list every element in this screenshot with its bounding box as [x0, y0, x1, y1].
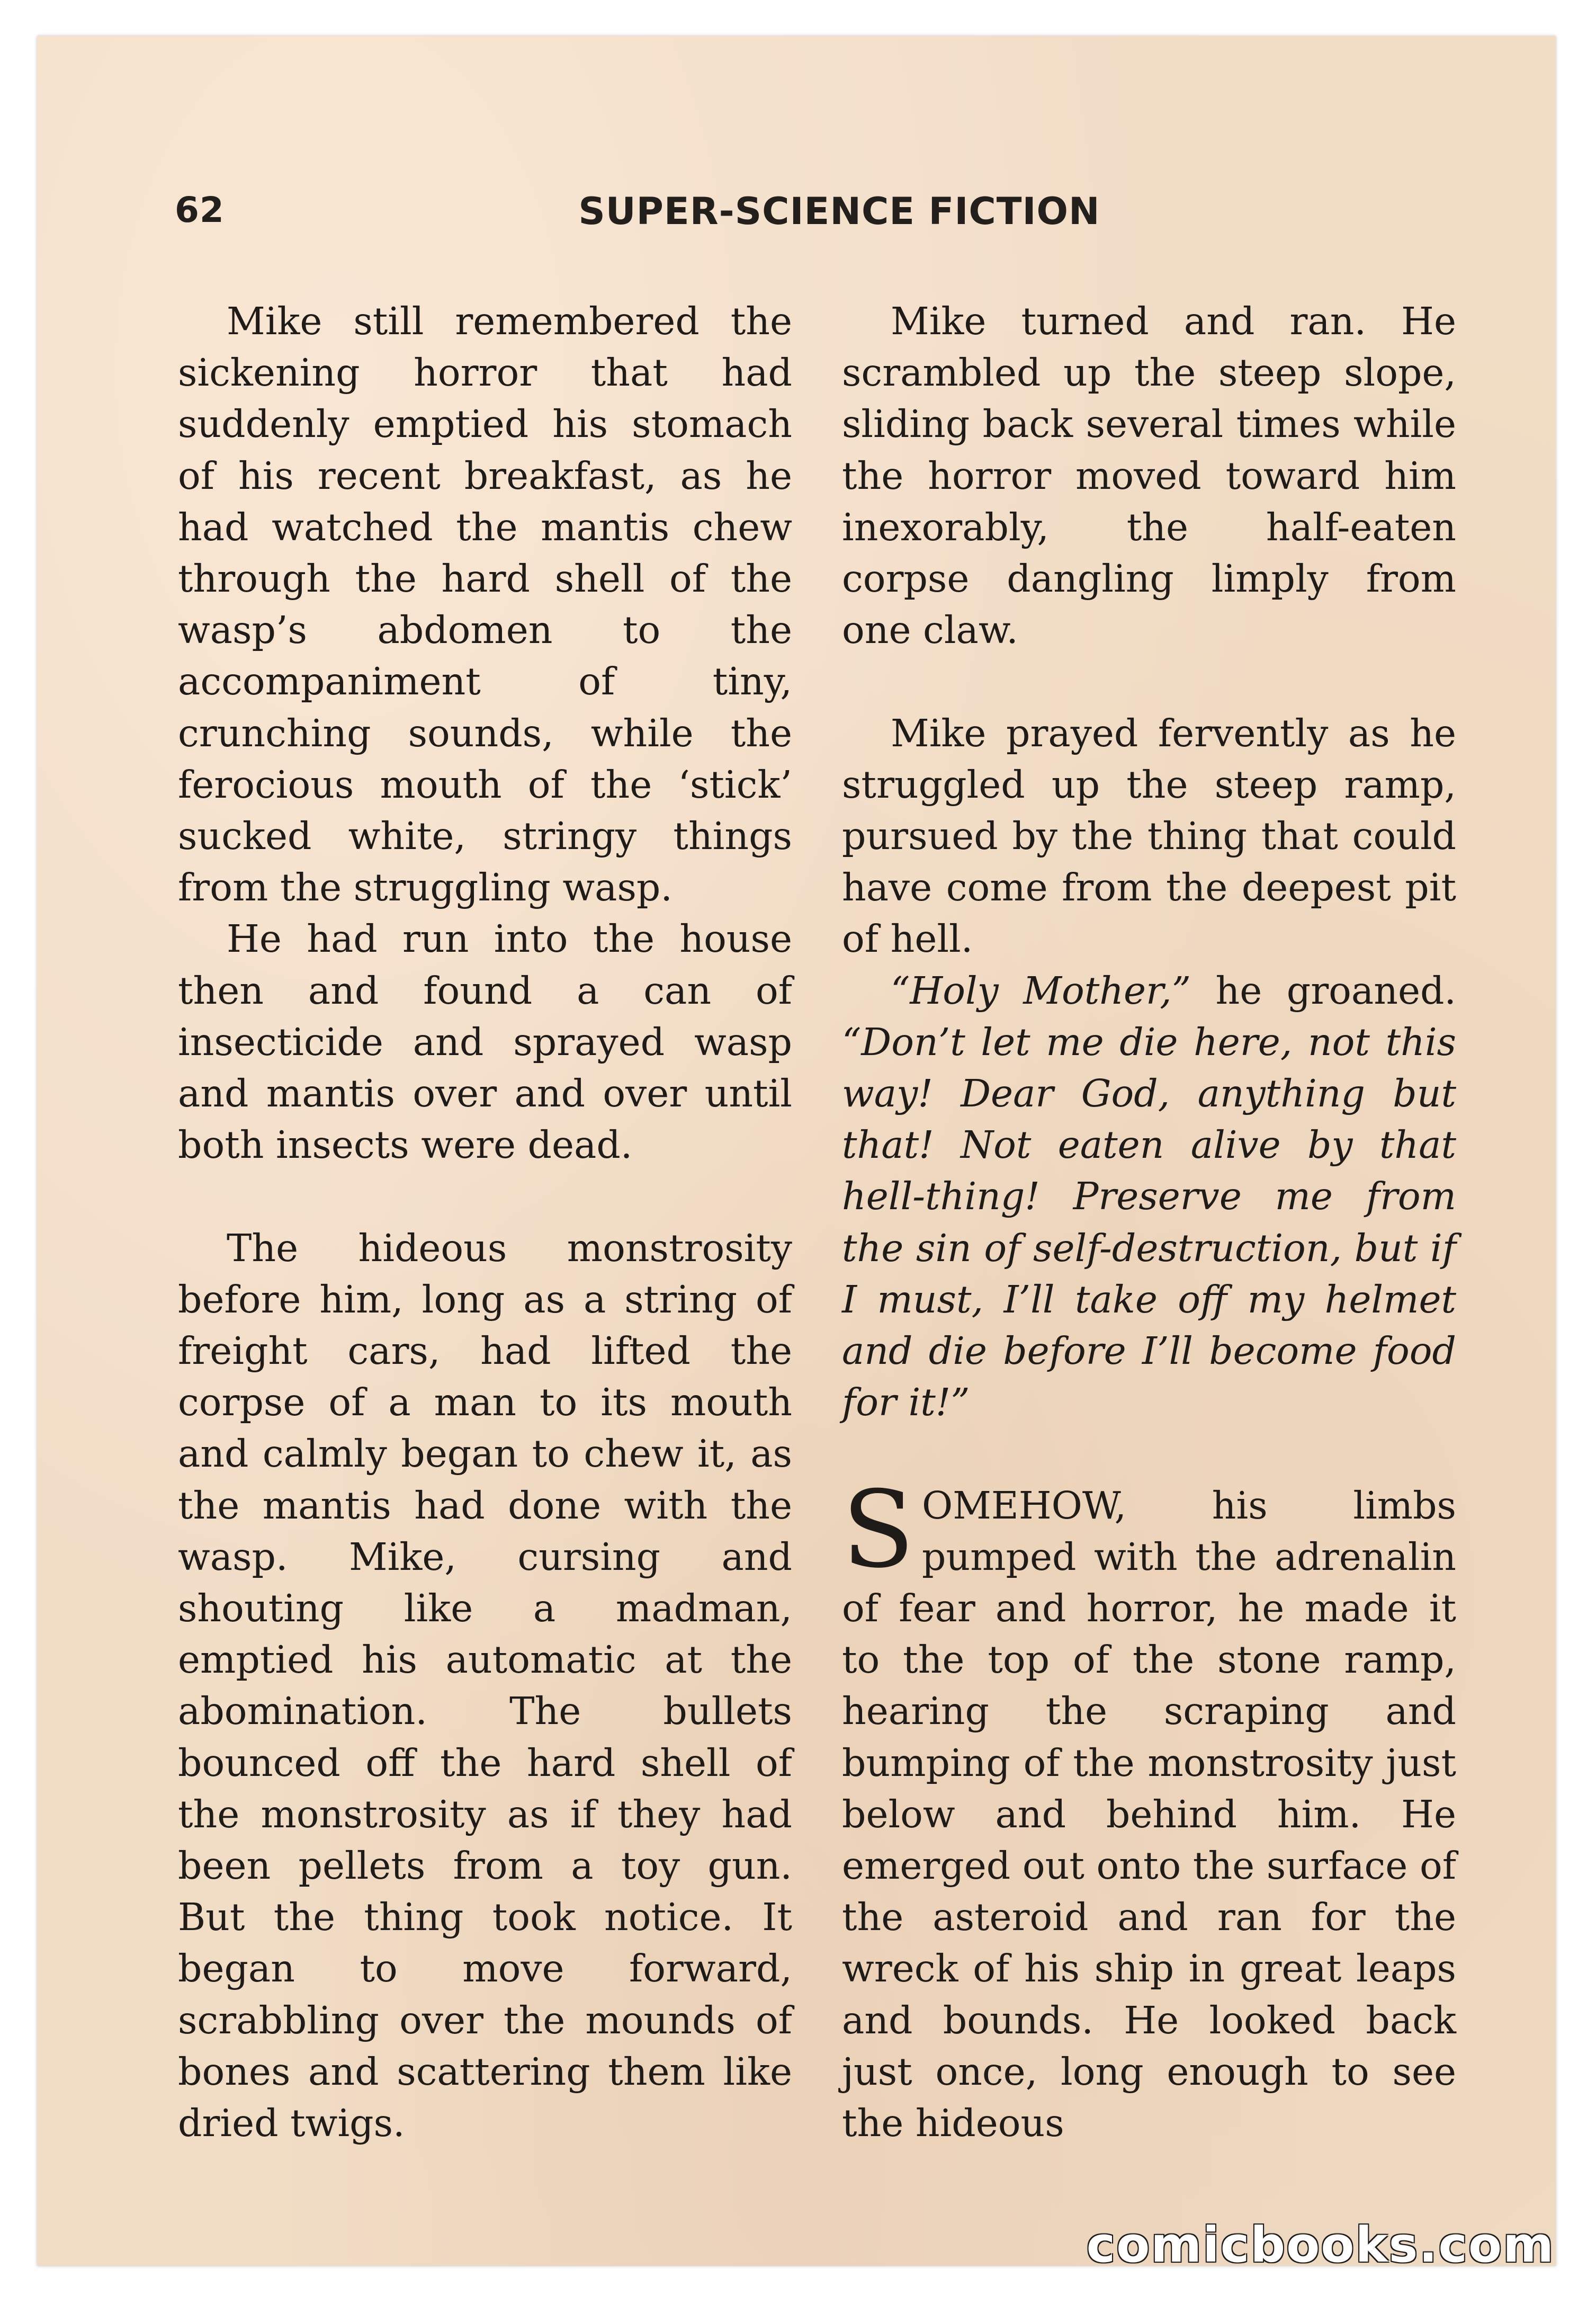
magazine-page [37, 36, 1556, 2266]
paragraph-somehow [842, 1468, 1456, 2149]
running-title: SUPER-SCIENCE FICTION [578, 190, 1100, 233]
left-column [178, 296, 792, 2149]
paragraph-insecticide: He had run into the house then and found a can of insecticide and sprayed wasp and mantis over and over until both insects were dead. [178, 917, 792, 1167]
paragraph-somehow-text: his limbs pumped with the adrenalin of fear and horror, he made it to the top of the stone ramp, hearing the scraping and bumping of the monstrosity just below and behind him. He emerged out onto the surface of the asteroid and ran for the wreck of his ship in great leaps and bounds. He looked back just once, long enough to see the hideous [842, 1483, 1456, 2146]
paragraph-mantis-memory: Mike still remembered the sickening horror that had suddenly emptied his stomach of his recent breakfast, as he had watched the mantis chew through the hard shell of the wasp’s abdomen to the accompaniment of tiny, crunching sounds, while the ferocious mouth of the ‘stick’ sucked white, stringy things from the struggling wasp. [178, 299, 792, 910]
right-column [842, 296, 1456, 2149]
drop-cap: S [842, 1468, 915, 1592]
prayer-attribution: he groaned. [1191, 968, 1456, 1013]
page-number: 62 [175, 190, 225, 230]
paragraph-monstrosity: The hideous monstrosity before him, long as a string of freight cars, had lifted the corpse of a man to its mouth and calmly began to chew it, as the mantis had done with the wasp. Mike, cursing and shouting like a madman, emptied his automatic at the abomination. The bullets bounced off the hard shell of the monstrosity as if they had been pellets from a toy gun. But the thing took notice. It began to move forward, scrabbling over the mounds of bones and scattering them like dried twigs. [178, 1226, 792, 2146]
site-watermark: comicbooks.com [1086, 2217, 1555, 2273]
page-header [37, 190, 1556, 248]
prayer-opening: “Holy Mother,” [891, 968, 1191, 1013]
paragraph-turned-and-ran: Mike turned and ran. He scrambled up the steep slope, sliding back several times while the horror moved toward him inexorably, the half-eaten corpse dangling limply from one claw. [842, 299, 1456, 653]
prayer-speech: “Don’t let me die here, not this way! Dear God, anything but that! Not eaten alive by that hell-thing! Preserve me from the sin of self-destruction, but if I must, I’ll take off my helmet and die before I’ll become food for it!” [842, 1020, 1456, 1425]
paragraph-prayed: Mike prayed fervently as he struggled up the steep ramp, pursued by the thing that could have come from the deepest pit of hell. [842, 711, 1456, 961]
paragraph-prayer [842, 965, 1456, 1428]
caps-word: OMEHOW, [922, 1483, 1127, 1528]
